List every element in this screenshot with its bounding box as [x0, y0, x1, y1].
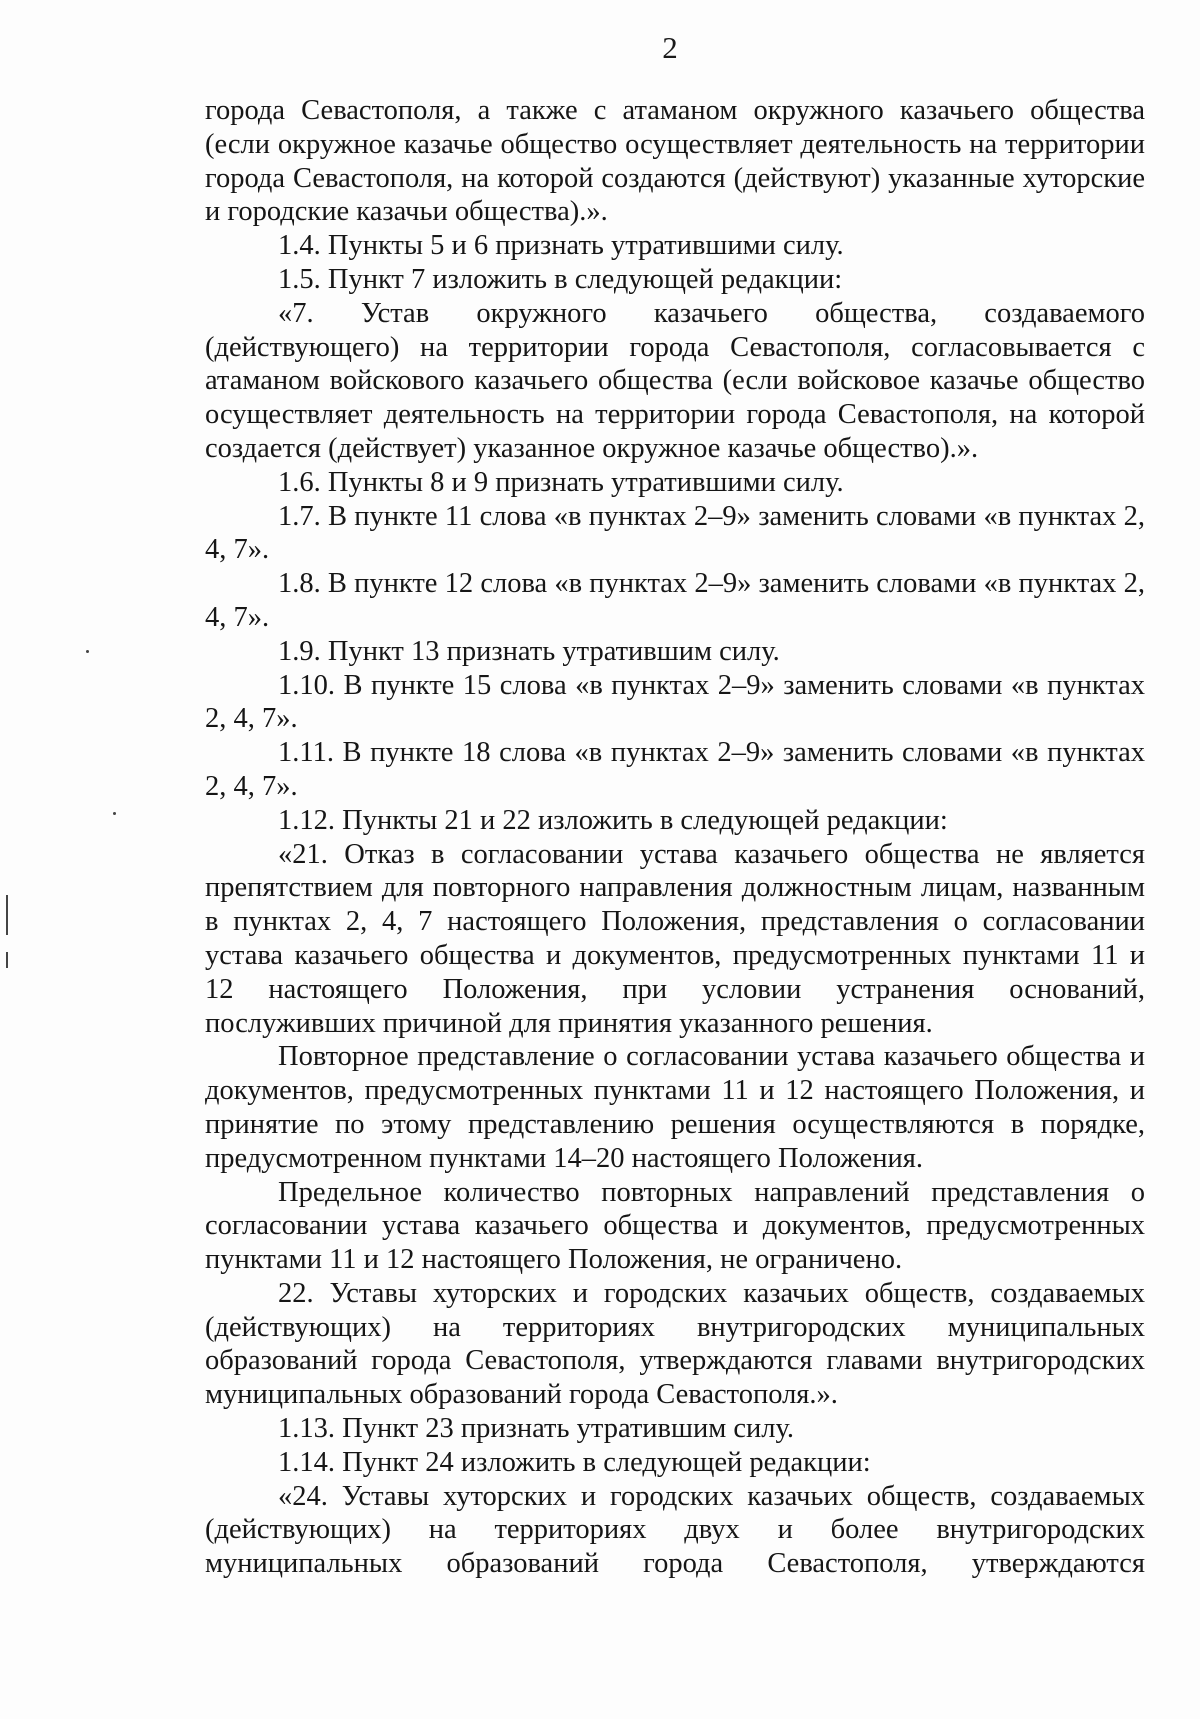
paragraph-item-1-12: 1.12. Пункты 21 и 22 изложить в следующей редакции:	[278, 804, 948, 836]
paragraph-item-1-10: 1.10. В пункте 15 слова «в пунктах 2–9» заменить словами «в пунктах 2, 4, 7».	[205, 669, 1145, 735]
scan-mark-line	[6, 952, 8, 968]
paragraph-item-1-11: 1.11. В пункте 18 слова «в пунктах 2–9» заменить словами «в пунктах 2, 4, 7».	[205, 737, 1145, 802]
scan-mark-dot	[113, 812, 116, 815]
paragraph-item-1-13: 1.13. Пункт 23 признать утратившим силу.	[278, 1413, 795, 1445]
paragraph-clause-21: «21. Отказ в согласовании устава казачьего общества не является препятствием для повторного направления должностным лицам, названным в пунктах 2, 4, 7 настоящего Положения, представления о согласовании устава казачьего общества и документов, предусмотренных пунктами 11 и 12 настоящего Положения, при условии устранения оснований, послуживших причиной для принятия указанного решения.	[205, 838, 1145, 1039]
paragraph-item-1-8: 1.8. В пункте 12 слова «в пунктах 2–9» заменить словами «в пунктах 2, 4, 7».	[205, 568, 1145, 633]
scan-mark-line	[6, 895, 8, 935]
document-body	[205, 94, 1145, 1581]
paragraph-item-1-4: 1.4. Пункты 5 и 6 признать утратившими силу.	[278, 230, 844, 262]
scan-mark-dot	[86, 650, 89, 653]
paragraph-item-1-9: 1.9. Пункт 13 признать утратившим силу.	[278, 635, 780, 667]
paragraph-clause-22: 22. Уставы хуторских и городских казачьих обществ, создаваемых (действующих) на территориях внутригородских муниципальных образований города Севастополя, утверждаются главами внутригородских муниципальных образований города Севастополя.».	[205, 1277, 1145, 1411]
paragraph-item-1-14: 1.14. Пункт 24 изложить в следующей редакции:	[278, 1446, 871, 1478]
paragraph-item-1-6: 1.6. Пункты 8 и 9 признать утратившими силу.	[278, 466, 844, 498]
paragraph-continuation: города Севастополя, а также с атаманом окружного казачьего общества (если окружное казачье общество осуществляет деятельность на территории города Севастополя, на которой создаются (действуют) указанные хуторские и городские казачьи общества).».	[205, 95, 1145, 228]
paragraph-clause-21-repeat: Повторное представление о согласовании устава казачьего общества и документов, предусмотренных пунктами 11 и 12 настоящего Положения, и принятие по этому представлению решения осуществляются в порядке, предусмотренном пунктами 14–20 настоящего Положения.	[205, 1041, 1145, 1174]
page-number: 2	[662, 30, 678, 65]
paragraph-clause-7: «7. Устав окружного казачьего общества, создаваемого (действующего) на территории города Севастополя, согласовывается с атаманом войскового казачьего общества (если войсковое казачье общество осуществляет деятельность на территории города Севастополя, на которой создается (действует) указанное окружное казачье общество).».	[205, 297, 1145, 464]
paragraph-clause-21-limit: Предельное количество повторных направлений представления о согласовании устава казачьего общества и документов, предусмотренных пунктами 11 и 12 настоящего Положения, не ограничено.	[205, 1176, 1145, 1276]
paragraph-item-1-7: 1.7. В пункте 11 слова «в пунктах 2–9» заменить словами «в пунктах 2, 4, 7».	[205, 500, 1145, 566]
paragraph-item-1-5: 1.5. Пункт 7 изложить в следующей редакции:	[278, 263, 843, 295]
paragraph-clause-24: «24. Уставы хуторских и городских казачьих обществ, создаваемых (действующих) на территориях двух и более внутригородских муниципальных образований города Севастополя, утверждаются	[205, 1480, 1145, 1580]
